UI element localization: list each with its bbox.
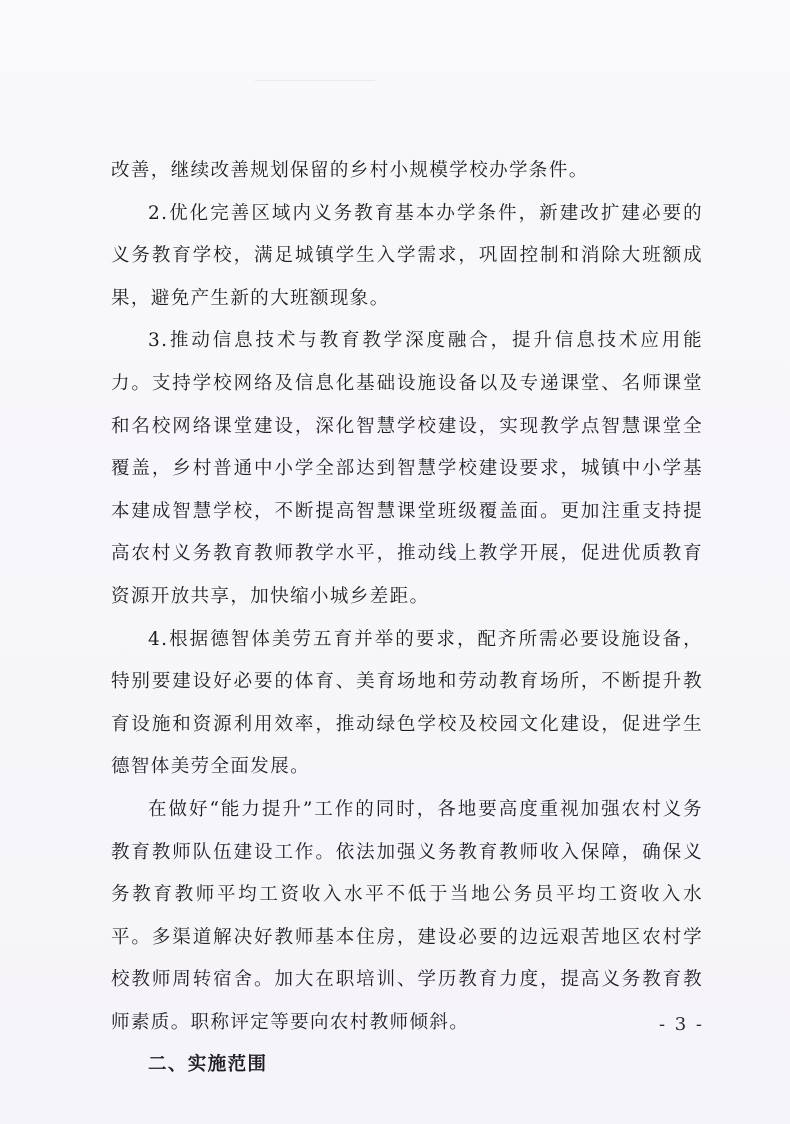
paragraph-item-3: 3.推动信息技术与教育教学深度融合，提升信息技术应用能力。支持学校网络及信息化基础设施设备以及专递课堂、名师课堂和名校网络课堂建设，深化智慧学校建设，实现教学点智慧课堂全覆盖，乡村普通中小学全部达到智慧学校建设要求，城镇中小学基本建成智慧学校，不断提高智慧课堂班级覆盖面。更加注重支持提高农村义务教育教师教学水平，推动线上教学开展，促进优质教育资源开放共享，加快缩小城乡差距。 [111,330,703,607]
paragraph-teacher-team: 在做好“能力提升”工作的同时，各地要高度重视加强农村义务教育教师队伍建设工作。依法加强义务教育教师收入保障，确保义务教育教师平均工资收入水平不低于当地公务员平均工资收入水平。多渠道解决好教师基本住房，建设必要的边远艰苦地区农村学校教师周转宿舍。加大在职培训、学历教育力度，提高义务教育教师素质。职称评定等要向农村教师倾斜。 [111,798,703,1033]
document-body [111,150,703,1087]
section-heading: 二、实施范围 [148,1054,268,1076]
paragraph-item-4: 4.根据德智体美劳五育并举的要求，配齐所需必要设施设备，特别要建设好必要的体育、美育场地和劳动教育场所，不断提升教育设施和资源利用效率，推动绿色学校及校园文化建设，促进学生德智体美劳全面发展。 [111,628,703,778]
scan-artifact-line [255,80,375,81]
paragraph-item-2: 2.优化完善区域内义务教育基本办学条件，新建改扩建必要的义务教育学校，满足城镇学生入学需求，巩固控制和消除大班额成果，避免产生新的大班额现象。 [111,202,703,309]
page-number: - 3 - [658,1014,704,1035]
paragraph-continuation: 改善，继续改善规划保留的乡村小规模学校办学条件。 [111,160,589,181]
